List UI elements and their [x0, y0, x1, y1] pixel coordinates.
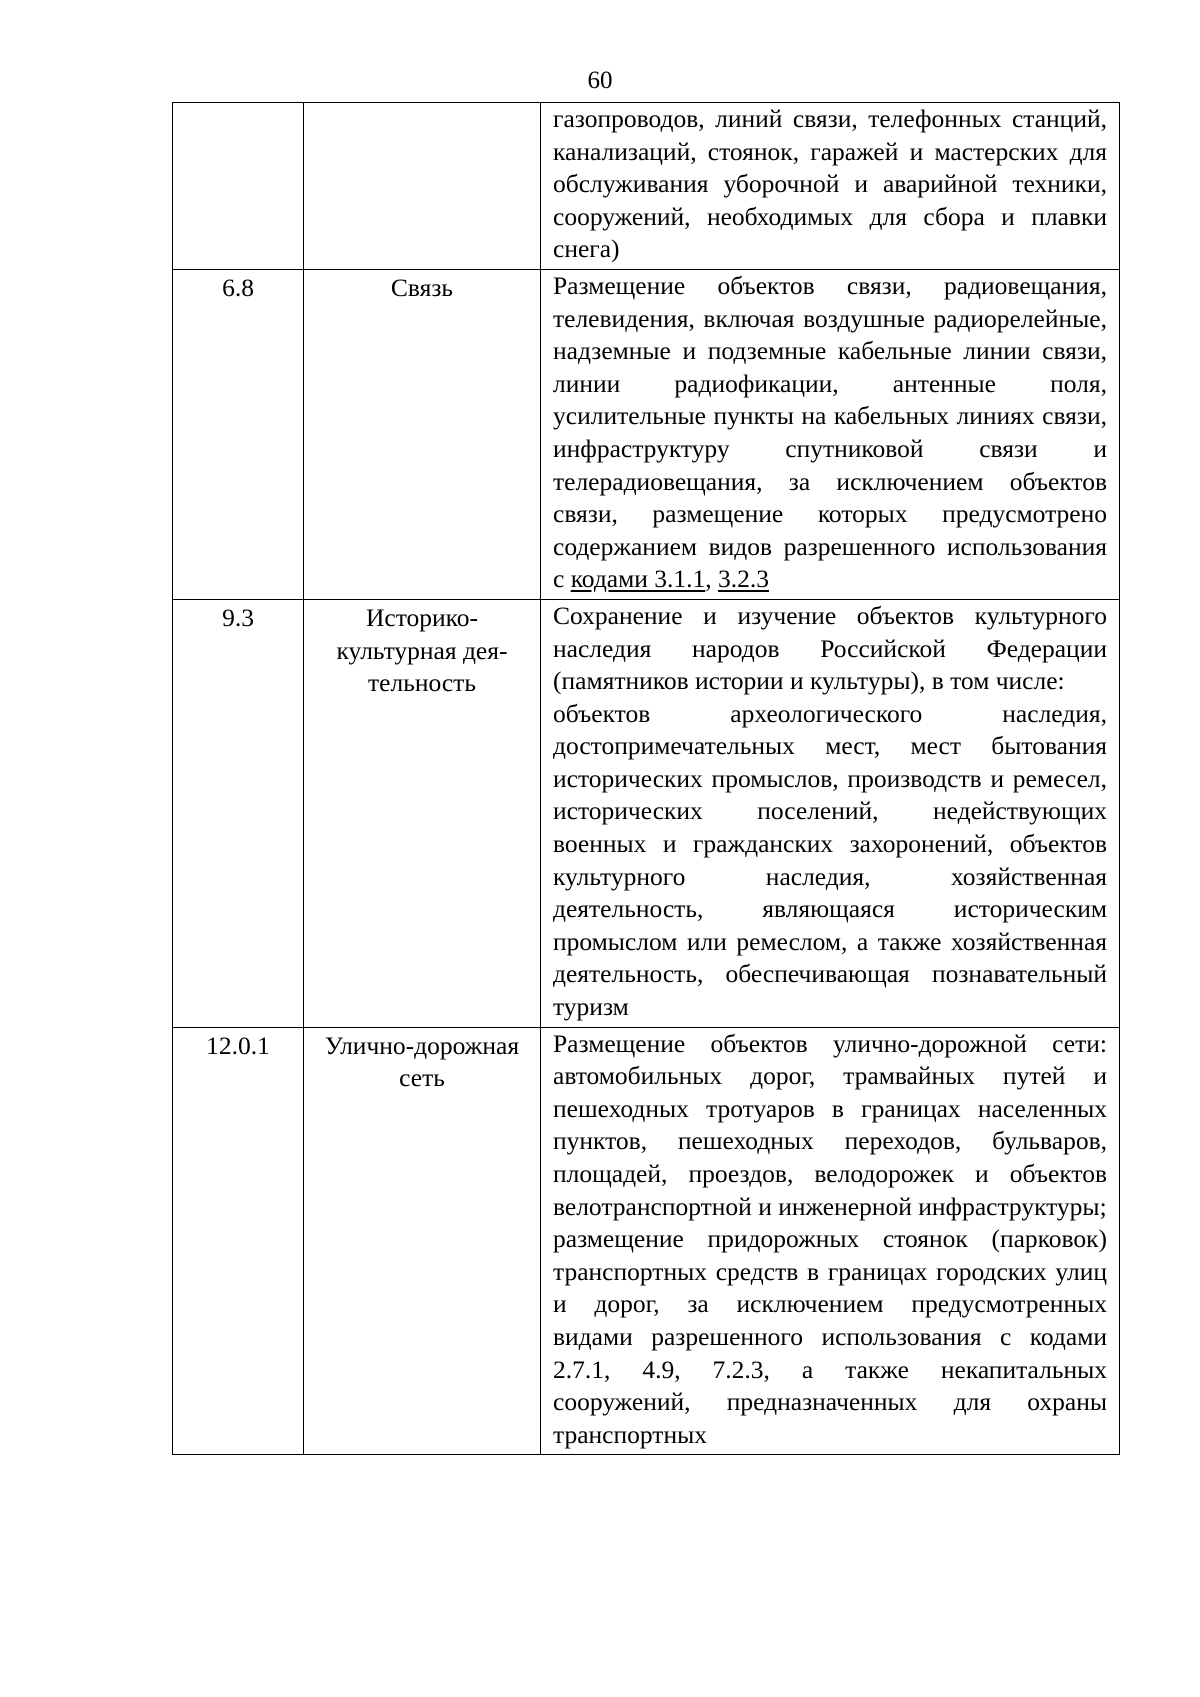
- description-main: Размещение объектов связи, радиовещания, телевидения, включая воздушные радиорелейные, надземные и подземные кабельные линии связи, линии радиофикации, антенные поля, усилительные пункты на кабельных линиях связи, инфраструктуру спутниковой связи и телерадиовещания, за исключением объектов связи, размещение которых предусмотрено содержанием видов разрешенного использования с: [553, 270, 1107, 594]
- description-cell: [541, 103, 1120, 270]
- description-paragraph-2: размещение придорожных стоянок (парковок) транспортных средств в границах городских улиц и дорог, за исключением предусмотренных видами разрешенного использования с кодами 2.7.1, 4.9, 7.2.3, а также некапитальных сооружений, предназначенных для охраны транспортных: [553, 1224, 1107, 1449]
- table-row: [173, 599, 1120, 1027]
- description-cell: [541, 269, 1120, 599]
- description-paragraph-1: Размещение объектов улично-дорожной сети: автомобильных дорог, трамвайных путей и пешеходных тротуаров в границах населенных пунктов, пешеходных переходов, бульваров, площадей, проездов, велодорожек и объектов велотранспортной и инженерной инфраструктуры;: [553, 1028, 1107, 1221]
- code-link-3-1-1[interactable]: кодами 3.1.1: [570, 564, 706, 594]
- description-text: [553, 270, 1107, 596]
- name-cell: Историко-культурная дея-тельность: [304, 599, 541, 1027]
- table-row: [173, 103, 1120, 270]
- description-text: газопроводов, линий связи, телефонных станций, канализаций, стоянок, гаражей и мастерских для обслуживания уборочной и аварийной техники, сооружений, необходимых для сбора и плавки снега): [553, 104, 1107, 264]
- name-cell: Связь: [304, 269, 541, 599]
- code-cell: 9.3: [173, 599, 304, 1027]
- link-separator: ,: [705, 564, 712, 594]
- code-link-3-2-3[interactable]: 3.2.3: [718, 564, 770, 594]
- description-paragraph-1: Сохранение и изучение объектов культурного наследия народов Российской Федерации (памятников истории и культуры), в том числе:: [553, 600, 1107, 696]
- code-cell: [173, 103, 304, 270]
- page-number: 60: [587, 67, 613, 94]
- name-cell: Улично-дорожная сеть: [304, 1027, 541, 1455]
- description-paragraph-2: объектов археологического наследия, достопримечательных мест, мест бытования исторических промыслов, производств и ремесел, исторических поселений, недействующих военных и гражданских захоронений, объектов культурного наследия, хозяйственная деятельность, являющаяся историческим промыслом или ремеслом, а также хозяйственная деятельность, обеспечивающая познавательный туризм: [553, 698, 1107, 1022]
- table-row: [173, 269, 1120, 599]
- description-cell: [541, 599, 1120, 1027]
- code-cell: 6.8: [173, 269, 304, 599]
- code-cell: 12.0.1: [173, 1027, 304, 1455]
- name-cell: [304, 103, 541, 270]
- table-row: [173, 1027, 1120, 1455]
- land-use-table: [172, 102, 1120, 1455]
- description-cell: [541, 1027, 1120, 1455]
